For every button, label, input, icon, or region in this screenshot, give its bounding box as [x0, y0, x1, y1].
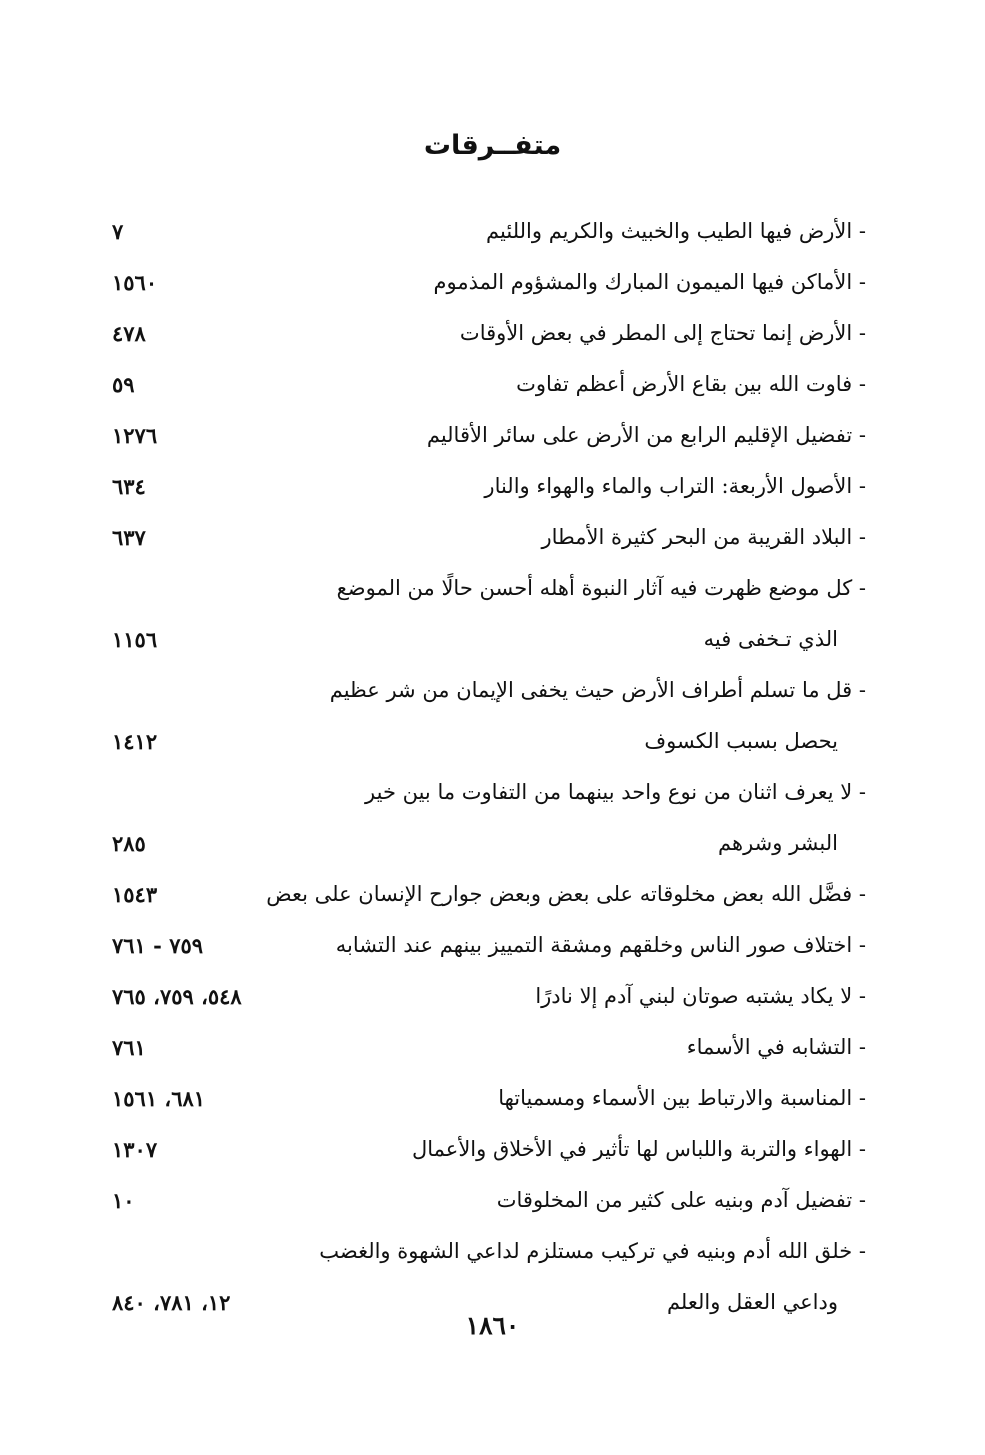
index-entry-line: - المناسبة والارتباط بين الأسماء ومسمياتها	[498, 1086, 866, 1110]
index-entry-text	[270, 767, 866, 869]
index-entry-continuation-line: يحصل بسبب الكسوف	[644, 729, 838, 753]
index-entry-line: - قل ما تسلم أطراف الأرض حيث يخفى الإيمان من شر عظيم	[329, 678, 866, 702]
index-entry	[112, 257, 866, 308]
index-entry-pages: ٥٤٨، ٧٥٩، ٧٦٥	[112, 984, 242, 1009]
index-entry-line: - لا يكاد يشتبه صوتان لبني آدم إلا نادرًا	[535, 984, 866, 1008]
index-entry-line: - الأرض إنما تحتاج إلى المطر في بعض الأوقات	[459, 321, 866, 345]
index-entry-pages: ١٤١٢	[112, 729, 158, 754]
page-number: ١٨٦٠	[465, 1311, 520, 1340]
index-entry-text	[270, 1175, 866, 1226]
index-entry-line: - فاوت الله بين بقاع الأرض أعظم تفاوت	[516, 372, 866, 396]
index-entry-line: - كل موضع ظهرت فيه آثار النبوة أهله أحسن حالًا من الموضع	[336, 576, 866, 600]
index-entry-text	[270, 461, 866, 512]
index-entry	[112, 359, 866, 410]
index-entry-pages: ١٢٧٦	[112, 423, 158, 448]
index-entry	[112, 971, 866, 1022]
index-entry-pages: ٦٨١، ١٥٦١	[112, 1086, 206, 1111]
index-entry	[112, 563, 866, 665]
index-entry	[112, 920, 866, 971]
index-entry-continuation-line: البشر وشرهم	[718, 831, 838, 855]
index-entry	[112, 1073, 866, 1124]
index-entry-line: - اختلاف صور الناس وخلقهم ومشقة التمييز بينهم عند التشابه	[335, 933, 866, 957]
index-entry	[112, 461, 866, 512]
index-entry-pages: ١١٥٦	[112, 627, 158, 652]
index-entry	[112, 1022, 866, 1073]
index-entry	[112, 1124, 866, 1175]
index-entry-line: - التشابه في الأسماء	[686, 1035, 866, 1059]
index-entry-text	[270, 920, 866, 971]
index-entry-line: - الأرض فيها الطيب والخبيث والكريم واللئيم	[486, 219, 866, 243]
index-entry-pages: ١٥٤٣	[112, 882, 158, 907]
index-entry-text	[270, 665, 866, 767]
index-entry	[112, 410, 866, 461]
index-entry-text	[270, 971, 866, 1022]
index-entry-pages: ٥٩	[112, 372, 135, 397]
index-entry-pages: ١٢، ٧٨١، ٨٤٠	[112, 1290, 231, 1315]
index-entry-pages: ١٥٦٠	[112, 270, 158, 295]
index-entry-pages: ٢٨٥	[112, 831, 146, 856]
index-entry-line: - الهواء والتربة واللباس لها تأثير في الأخلاق والأعمال	[412, 1137, 866, 1161]
index-entry-pages: ٤٧٨	[112, 321, 146, 346]
index-entry-pages: ٧٥٩ - ٧٦١	[112, 933, 204, 958]
index-entry-text	[270, 1124, 866, 1175]
index-entry-line: - الأصول الأربعة: التراب والماء والهواء والنار	[484, 474, 866, 498]
index-entry-text	[270, 563, 866, 665]
page-title: متفــرقات	[423, 130, 562, 161]
index-entry-list	[112, 206, 866, 1328]
index-entry-line: - خلق الله أدم وبنيه في تركيب مستلزم لداعي الشهوة والغضب	[319, 1239, 866, 1263]
index-entry-continuation-line: الذي تـخفى فيه	[703, 627, 838, 651]
index-entry-line: - الأماكن فيها الميمون المبارك والمشؤوم المذموم	[433, 270, 866, 294]
index-entry-line: - تفضيل الإقليم الرابع من الأرض على سائر الأقاليم	[426, 423, 866, 447]
index-entry-pages: ٦٣٧	[112, 525, 146, 550]
index-entry-line: - فضَّل الله بعض مخلوقاته على بعض وبعض جوارح الإنسان على بعض	[266, 882, 866, 906]
index-entry-line: - لا يعرف اثنان من نوع واحد بينهما من التفاوت ما بين خير	[365, 780, 866, 804]
index-entry	[112, 1175, 866, 1226]
index-entry-continuation-line: وداعي العقل والعلم	[666, 1290, 838, 1314]
index-entry-pages: ١٠	[112, 1188, 135, 1213]
index-entry	[112, 512, 866, 563]
index-entry-text	[266, 869, 866, 920]
index-entry-text	[270, 512, 866, 563]
index-entry-text	[270, 359, 866, 410]
index-entry	[112, 767, 866, 869]
index-entry	[112, 665, 866, 767]
index-entry-pages: ٧	[112, 219, 124, 244]
index-entry	[112, 869, 866, 920]
index-entry-line: - البلاد القريبة من البحر كثيرة الأمطار	[541, 525, 866, 549]
index-entry-text	[270, 257, 866, 308]
index-entry-line: - تفضيل آدم وبنيه على كثير من المخلوقات	[496, 1188, 866, 1212]
index-entry-text	[270, 1022, 866, 1073]
index-entry-text	[270, 410, 866, 461]
index-entry-pages: ٧٦١	[112, 1035, 146, 1060]
index-entry-text	[270, 308, 866, 359]
index-entry-pages: ١٣٠٧	[112, 1137, 158, 1162]
index-entry-pages: ٦٣٤	[112, 474, 146, 499]
index-entry-text	[270, 206, 866, 257]
index-entry-text	[270, 1073, 866, 1124]
index-entry	[112, 308, 866, 359]
index-entry	[112, 206, 866, 257]
